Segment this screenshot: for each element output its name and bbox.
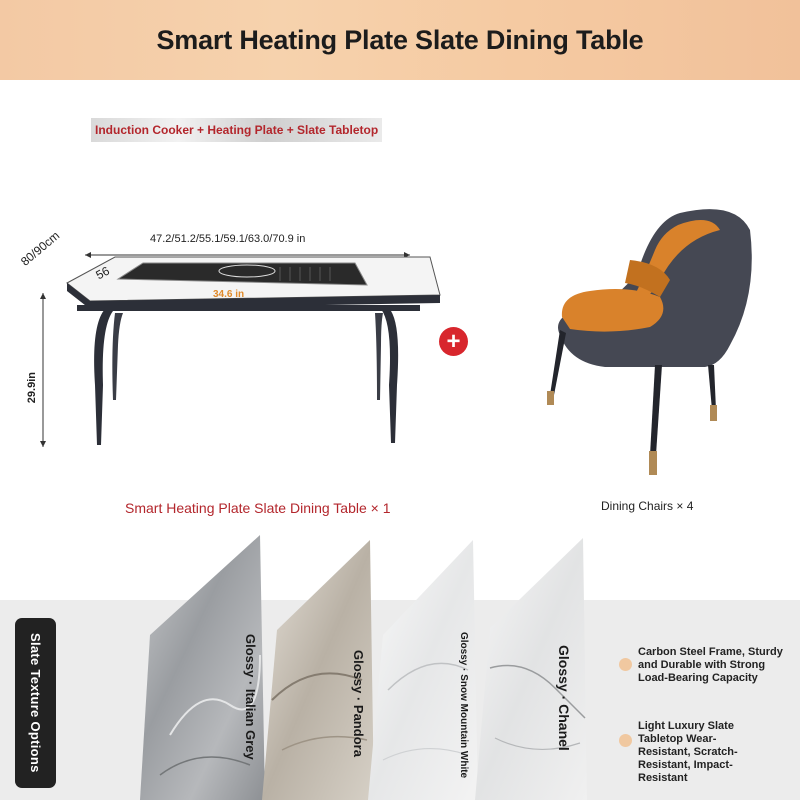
page-title: Smart Heating Plate Slate Dining Table bbox=[156, 24, 644, 55]
feature-tag bbox=[91, 118, 382, 142]
feature-frame: Carbon Steel Frame, Sturdy and Durable with Strong Load-Bearing Capacity bbox=[638, 646, 783, 684]
feature-tabletop: Light Luxury Slate Tabletop Wear-Resistant, Scratch-Resistant, Impact-Resistant bbox=[638, 720, 738, 784]
dimension-inner-width: 34.6 in bbox=[213, 289, 245, 300]
texture-label-italian-grey: Glossy · Italian Grey bbox=[243, 634, 258, 760]
feature-tag-text: Induction Cooker + Heating Plate + Slate Tabletop bbox=[95, 123, 379, 137]
texture-label-chanel: Glossy · Chanel bbox=[556, 645, 572, 751]
chairs-caption: Dining Chairs × 4 bbox=[601, 499, 694, 513]
plus-icon: + bbox=[439, 327, 468, 356]
dining-chair-illustration bbox=[530, 205, 770, 485]
dimension-height: 29.9in bbox=[26, 372, 38, 404]
texture-label-snow-mountain-white: Glossy · Snow Mountain White bbox=[458, 632, 469, 779]
texture-options-title: Slate Texture Options bbox=[28, 633, 43, 773]
texture-label-pandora: Glossy · Pandora bbox=[351, 650, 366, 757]
feature-bullet-icon bbox=[619, 734, 632, 747]
header-banner bbox=[0, 0, 800, 80]
dimension-inner-depth: 56 bbox=[93, 263, 112, 283]
dimension-depth: 80/90cm bbox=[18, 228, 63, 269]
feature-bullet-icon bbox=[619, 658, 632, 671]
slab-chanel bbox=[475, 538, 590, 800]
table-caption: Smart Heating Plate Slate Dining Table × 1 bbox=[125, 500, 391, 516]
dining-table-illustration bbox=[15, 225, 445, 455]
dimension-width: 47.2/51.2/55.1/59.1/63.0/70.9 in bbox=[150, 233, 306, 245]
texture-options-badge bbox=[15, 618, 56, 788]
